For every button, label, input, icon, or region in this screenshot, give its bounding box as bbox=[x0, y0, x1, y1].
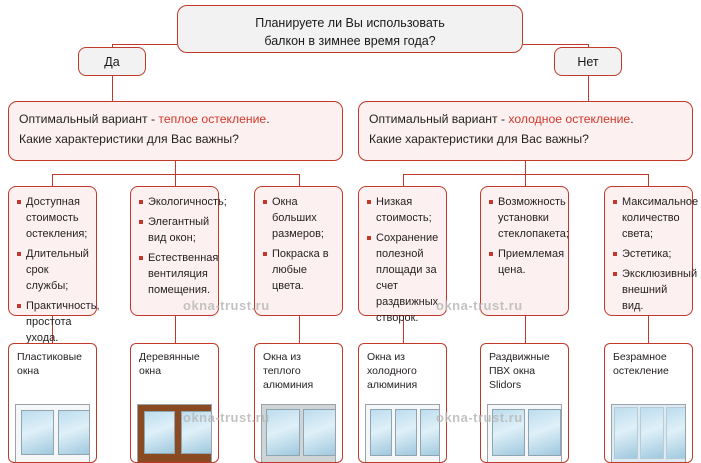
feature-item: Элегантный вид окон; bbox=[139, 215, 212, 247]
connector-f2-prod bbox=[175, 316, 176, 343]
watermark: okna-trust.ru bbox=[436, 410, 523, 425]
option-cold-line-2: Какие характеристики для Вас важны? bbox=[369, 131, 589, 146]
option-warm-box bbox=[8, 101, 343, 161]
option-warm-line-2: Какие характеристики для Вас важны? bbox=[19, 131, 239, 146]
feature-list bbox=[367, 195, 440, 327]
option-warm-prefix: Оптимальный вариант - bbox=[19, 112, 159, 126]
connector-question-yes bbox=[112, 44, 177, 45]
product-image-warm-aluminium bbox=[261, 404, 336, 462]
feature-item: Возможность установки стеклопакета; bbox=[489, 195, 562, 243]
connector-warm-f3 bbox=[299, 174, 300, 186]
product-label: Безрамное остекление bbox=[613, 351, 669, 378]
feature-box-glass-unit bbox=[480, 186, 569, 316]
answer-no-label: Нет bbox=[577, 55, 599, 69]
feature-item: Сохранение полезной площади за счет раздвижных створок. bbox=[367, 231, 440, 327]
feature-box-low-cost bbox=[358, 186, 447, 324]
connector-f6-prod bbox=[648, 316, 649, 343]
feature-item: Эксклюзивный внешний вид. bbox=[613, 267, 686, 315]
product-cold-aluminium[interactable] bbox=[358, 343, 447, 463]
connector-question-no bbox=[523, 44, 588, 45]
product-image-cold-aluminium bbox=[365, 404, 440, 462]
product-sliding-pvc[interactable] bbox=[480, 343, 569, 463]
watermark: okna-trust.ru bbox=[436, 298, 523, 313]
answer-yes[interactable] bbox=[78, 47, 146, 76]
connector-warm-f2 bbox=[175, 174, 176, 186]
option-warm-suffix: . bbox=[266, 112, 270, 126]
question-box bbox=[177, 5, 523, 53]
option-warm-line-1 bbox=[19, 110, 332, 130]
feature-item: Окна больших размеров; bbox=[263, 195, 336, 243]
feature-item: Приемлемая цена. bbox=[489, 247, 562, 279]
product-warm-aluminium[interactable] bbox=[254, 343, 343, 463]
connector-yes-to-warm bbox=[112, 76, 113, 101]
answer-no[interactable] bbox=[554, 47, 622, 76]
option-cold-highlight: холодное остекление bbox=[508, 112, 631, 126]
question-line-1: Планируете ли Вы использовать bbox=[255, 16, 445, 30]
feature-item: Максимальное количество света; bbox=[613, 195, 686, 243]
connector-cold-stem bbox=[525, 161, 526, 174]
connector-no-to-cold bbox=[588, 76, 589, 101]
feature-item: Длительный срок службы; bbox=[17, 247, 90, 295]
feature-list bbox=[489, 195, 569, 279]
option-cold-suffix: . bbox=[630, 112, 634, 126]
product-image-frameless bbox=[611, 404, 686, 462]
connector-cold-f1 bbox=[403, 174, 404, 186]
feature-item: Экологичность; bbox=[139, 195, 212, 211]
product-label: Пластиковые окна bbox=[17, 351, 82, 378]
product-image-plastic-windows bbox=[15, 404, 90, 462]
connector-f5-prod bbox=[525, 316, 526, 343]
connector-cold-f2 bbox=[525, 174, 526, 186]
feature-item: Низкая стоимость; bbox=[367, 195, 440, 227]
answer-yes-label: Да bbox=[104, 55, 120, 69]
question-line-2: балкон в зимнее время года? bbox=[264, 34, 436, 49]
product-plastic-windows[interactable] bbox=[8, 343, 97, 463]
connector-f3-prod bbox=[299, 316, 300, 343]
feature-box-affordable bbox=[8, 186, 100, 344]
feature-item: Покраска в любые цвета. bbox=[263, 247, 336, 295]
product-label: Окна из теплого алюминия bbox=[263, 351, 314, 392]
option-warm-highlight: теплое остекление bbox=[158, 112, 267, 126]
product-label: Раздвижные ПВХ окна Slidors bbox=[489, 351, 550, 392]
watermark: okna-trust.ru bbox=[183, 410, 270, 425]
connector-cold-f3 bbox=[648, 174, 649, 186]
product-label: Окна из холодного алюминия bbox=[367, 351, 418, 392]
connector-warm-stem bbox=[175, 161, 176, 174]
product-label: Деревянные окна bbox=[139, 351, 200, 378]
option-cold-box bbox=[358, 101, 693, 161]
feature-list bbox=[17, 195, 100, 346]
feature-item: Практичность, простота ухода. bbox=[17, 299, 90, 347]
feature-item: Эстетика; bbox=[613, 247, 686, 263]
feature-list bbox=[263, 195, 336, 295]
feature-box-large-windows bbox=[254, 186, 343, 316]
connector-warm-f1 bbox=[52, 174, 53, 186]
feature-list bbox=[139, 195, 227, 299]
feature-item: Естественная вентиляция помещения. bbox=[139, 251, 212, 299]
watermark: okna-trust.ru bbox=[183, 298, 270, 313]
feature-list bbox=[613, 195, 699, 315]
feature-box-max-light bbox=[604, 186, 699, 316]
feature-item: Доступная стоимость остекления; bbox=[17, 195, 90, 243]
product-wooden-windows[interactable] bbox=[130, 343, 219, 463]
option-cold-line-1 bbox=[369, 110, 682, 130]
option-cold-prefix: Оптимальный вариант - bbox=[369, 112, 509, 126]
product-frameless[interactable] bbox=[604, 343, 693, 463]
